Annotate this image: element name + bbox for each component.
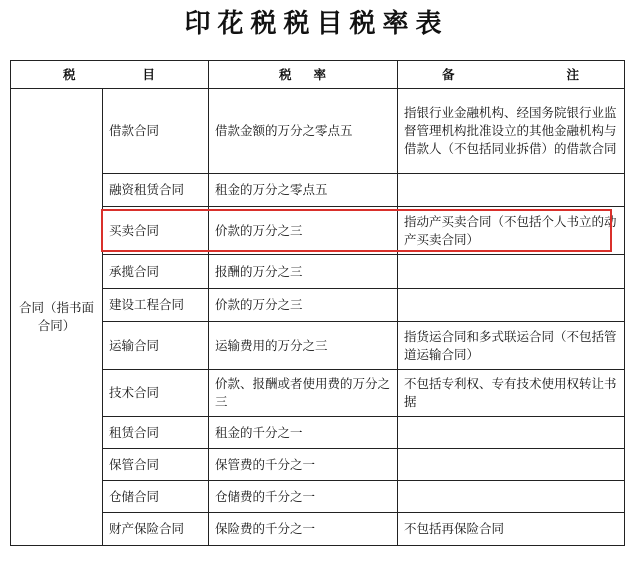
contract-note — [398, 174, 625, 207]
contract-name: 财产保险合同 — [103, 513, 209, 546]
header-rate — [209, 61, 398, 89]
header-row — [11, 61, 625, 89]
contract-name: 技术合同 — [103, 370, 209, 417]
table-row — [11, 207, 625, 255]
contract-name: 融资租赁合同 — [103, 174, 209, 207]
contract-note: 不包括专利权、专有技术使用权转让书据 — [398, 370, 625, 417]
table-row — [11, 289, 625, 322]
contract-note: 不包括再保险合同 — [398, 513, 625, 546]
header-item-char-1: 税 — [63, 66, 77, 82]
table-row — [11, 449, 625, 481]
contract-name: 买卖合同 — [103, 207, 209, 255]
tax-rate-table — [10, 60, 625, 546]
contract-rate: 保险费的千分之一 — [209, 513, 398, 546]
contract-rate: 价款的万分之三 — [209, 207, 398, 255]
table-row — [11, 481, 625, 513]
contract-rate: 仓储费的千分之一 — [209, 481, 398, 513]
contract-note — [398, 449, 625, 481]
contract-note — [398, 417, 625, 449]
contract-rate: 保管费的千分之一 — [209, 449, 398, 481]
table-row — [11, 89, 625, 174]
header-note-char-1: 备 — [442, 66, 456, 82]
header-note — [398, 61, 625, 89]
contract-rate: 租金的万分之零点五 — [209, 174, 398, 207]
contract-name: 保管合同 — [103, 449, 209, 481]
contract-note — [398, 255, 625, 289]
contract-note: 指动产买卖合同（不包括个人书立的动产买卖合同） — [398, 207, 625, 255]
table-row — [11, 513, 625, 546]
table-row — [11, 174, 625, 207]
table-row — [11, 322, 625, 370]
contract-rate: 租金的千分之一 — [209, 417, 398, 449]
contract-name: 建设工程合同 — [103, 289, 209, 322]
contract-rate: 借款金额的万分之零点五 — [209, 89, 398, 174]
header-note-char-2: 注 — [566, 66, 580, 82]
header-item — [11, 61, 209, 89]
table-row — [11, 255, 625, 289]
header-rate-char-1: 税 — [279, 66, 293, 82]
contract-note — [398, 289, 625, 322]
table-row — [11, 417, 625, 449]
contract-name: 借款合同 — [103, 89, 209, 174]
header-item-char-2: 目 — [142, 66, 156, 82]
contract-name: 租赁合同 — [103, 417, 209, 449]
contract-note — [398, 481, 625, 513]
contract-rate: 价款的万分之三 — [209, 289, 398, 322]
contract-note: 指银行业金融机构、经国务院银行业监督管理机构批准设立的其他金融机构与借款人（不包括同业拆借）的借款合同 — [398, 89, 625, 174]
contract-rate: 运输费用的万分之三 — [209, 322, 398, 370]
table-row — [11, 370, 625, 417]
header-rate-char-2: 率 — [313, 66, 327, 82]
contract-rate: 价款、报酬或者使用费的万分之三 — [209, 370, 398, 417]
category-cell: 合同（指书面合同） — [11, 89, 103, 546]
contract-name: 运输合同 — [103, 322, 209, 370]
page-title: 印花税税目税率表 — [184, 9, 449, 39]
contract-name: 承揽合同 — [103, 255, 209, 289]
contract-name: 仓储合同 — [103, 481, 209, 513]
contract-rate: 报酬的万分之三 — [209, 255, 398, 289]
contract-note: 指货运合同和多式联运合同（不包括管道运输合同） — [398, 322, 625, 370]
